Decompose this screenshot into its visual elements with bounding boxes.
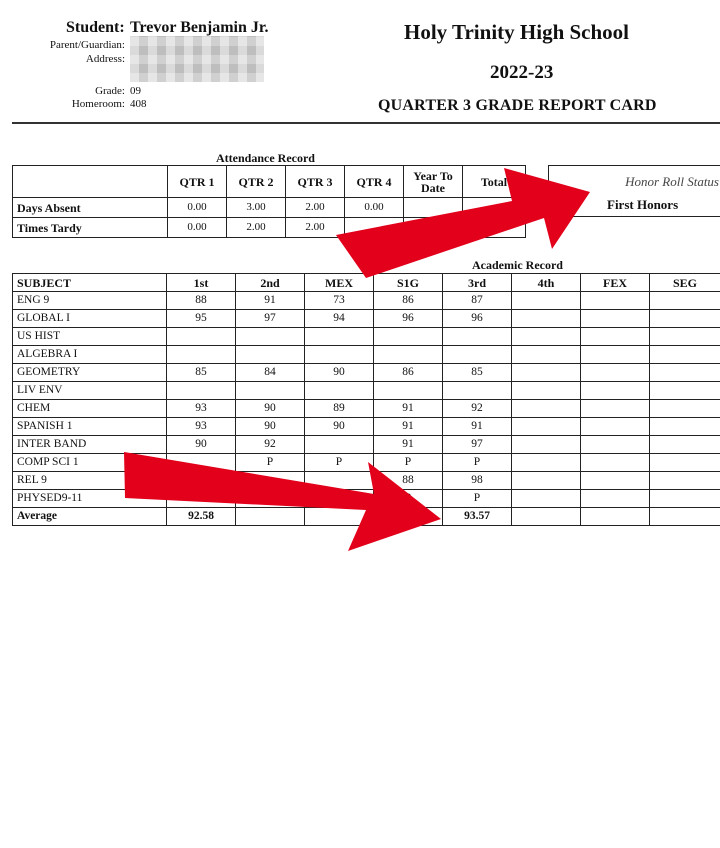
subject-name: COMP SCI 1 <box>13 454 167 472</box>
subject-name: LIV ENV <box>13 382 167 400</box>
acad-col-header: MEX <box>305 274 374 292</box>
grade-cell: 97 <box>236 310 305 328</box>
att-col-year-to-date: Year To Date <box>404 166 463 198</box>
att-cell: 2.00 <box>227 218 286 238</box>
acad-col-header: 3rd <box>443 274 512 292</box>
grade-cell: 93 <box>167 418 236 436</box>
grade-cell: 96 <box>374 310 443 328</box>
subject-name: US HIST <box>13 328 167 346</box>
att-cell: 2.00 <box>286 198 345 218</box>
report-title: QUARTER 3 GRADE REPORT CARD <box>378 97 657 114</box>
subject-name: GLOBAL I <box>13 310 167 328</box>
subject-name: ALGEBRA I <box>13 346 167 364</box>
homeroom-label: Homeroom: <box>71 98 125 110</box>
arrow-to-honor-roll-icon <box>336 168 590 278</box>
grade-cell: P <box>374 454 443 472</box>
homeroom-value: 408 <box>130 98 147 110</box>
grade-cell: 84 <box>236 364 305 382</box>
acad-col-header: 1st <box>167 274 236 292</box>
grade-cell: P <box>443 454 512 472</box>
grade-cell: 88 <box>374 472 443 490</box>
att-row-label: Days Absent <box>13 198 168 218</box>
school-year: 2022-23 <box>490 62 554 83</box>
student-name: Trevor Benjamin Jr. <box>130 19 269 36</box>
att-row-label: Times Tardy <box>13 218 168 238</box>
grade-cell: P <box>305 454 374 472</box>
acad-col-subject: SUBJECT <box>13 274 167 292</box>
grade-cell: 92 <box>236 436 305 454</box>
grade-cell: 92 <box>443 400 512 418</box>
grade-cell: P <box>236 454 305 472</box>
subject-name: REL 9 <box>13 472 167 490</box>
grade-cell: 95 <box>167 310 236 328</box>
subject-name: INTER BAND <box>13 436 167 454</box>
grade-value: 09 <box>130 85 141 97</box>
grade-cell: 89 <box>305 400 374 418</box>
grade-cell: 90 <box>167 436 236 454</box>
honor-roll-value: First Honors <box>607 197 679 212</box>
subject-name: GEOMETRY <box>13 364 167 382</box>
grade-cell: P <box>443 490 512 508</box>
grade-cell: 90 <box>236 400 305 418</box>
grade-cell: 90 <box>236 418 305 436</box>
grade-cell: 94 <box>305 310 374 328</box>
academic-title: Academic Record <box>472 258 563 272</box>
grade-cell: 96 <box>443 310 512 328</box>
grade-label: Grade: <box>95 85 125 97</box>
grade-cell: 85 <box>167 364 236 382</box>
student-label: Student: <box>66 19 125 36</box>
subject-name: CHEM <box>13 400 167 418</box>
grade-cell: 90 <box>305 418 374 436</box>
att-cell: 0.00 <box>168 198 227 218</box>
grade-cell: 91 <box>443 418 512 436</box>
grade-cell: 91 <box>374 418 443 436</box>
att-col-qtr2: QTR 2 <box>227 166 286 198</box>
grade-cell: 86 <box>374 364 443 382</box>
address-label: Address: <box>85 53 125 65</box>
att-col-qtr4: QTR 4 <box>345 166 404 198</box>
grade-cell: 88 <box>167 292 236 310</box>
att-cell: 0.00 <box>345 198 404 218</box>
subject-name: Average <box>13 508 167 526</box>
grade-cell: 91 <box>374 436 443 454</box>
grade-cell: 98 <box>443 472 512 490</box>
grade-cell: 87 <box>443 292 512 310</box>
att-cell: 3.00 <box>227 198 286 218</box>
subject-name: SPANISH 1 <box>13 418 167 436</box>
acad-col-header: SEG <box>650 274 720 292</box>
att-cell: 2.00 <box>286 218 345 238</box>
acad-col-header: 2nd <box>236 274 305 292</box>
acad-col-header: S1G <box>374 274 443 292</box>
acad-col-header: 4th <box>512 274 581 292</box>
acad-col-header: FEX <box>581 274 650 292</box>
grade-cell: 97 <box>443 436 512 454</box>
att-col-qtr1: QTR 1 <box>168 166 227 198</box>
att-cell: 0.00 <box>168 218 227 238</box>
honor-roll-title: Honor Roll Status <box>625 174 719 189</box>
subject-name: ENG 9 <box>13 292 167 310</box>
grade-cell: 92.58 <box>167 508 236 526</box>
att-col-total: Total <box>463 166 526 198</box>
grade-cell: 90 <box>305 364 374 382</box>
subject-name: PHYSED9-11 <box>13 490 167 508</box>
parent-guardian-label: Parent/Guardian: <box>49 39 125 51</box>
grade-cell: 85 <box>443 364 512 382</box>
grade-cell: 86 <box>374 292 443 310</box>
school-name: Holy Trinity High School <box>404 20 630 44</box>
grade-cell: 91 <box>236 292 305 310</box>
grade-cell: 91 <box>374 400 443 418</box>
grade-cell: 93.57 <box>443 508 512 526</box>
arrow-to-3rd-average-icon <box>124 452 441 551</box>
grade-cell: 93 <box>167 400 236 418</box>
attendance-title: Attendance Record <box>216 151 315 165</box>
att-col-qtr3: QTR 3 <box>286 166 345 198</box>
grade-cell: 73 <box>305 292 374 310</box>
